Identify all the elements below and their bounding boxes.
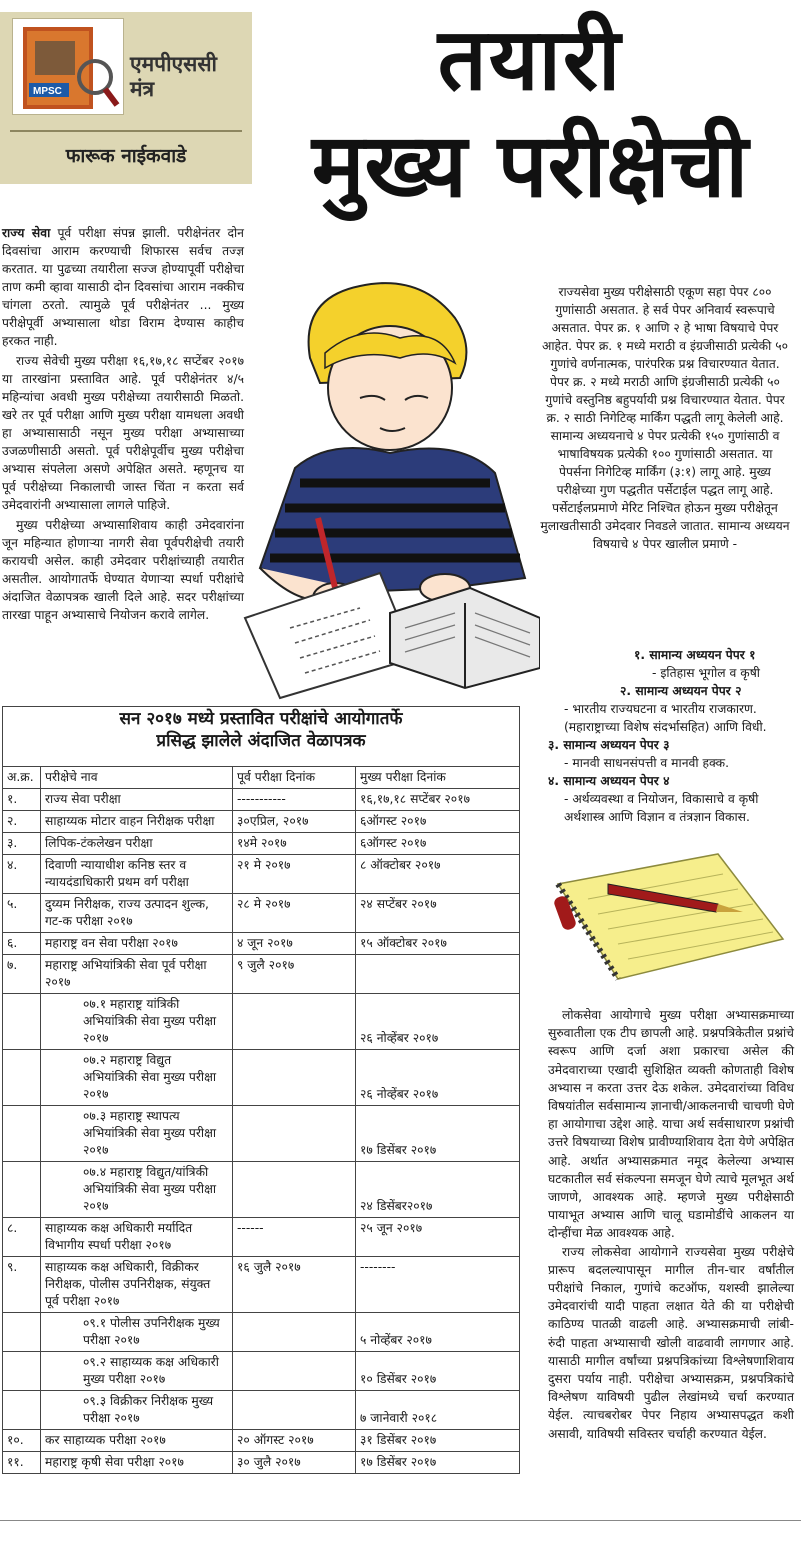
exam-schedule-table	[2, 766, 520, 1474]
cell-prelim-date: ४ जून २०१७	[233, 933, 356, 955]
bottom-right-article	[548, 1006, 794, 1443]
cell-serial	[3, 1162, 41, 1218]
cell-serial: ७.	[3, 955, 41, 994]
cell-serial: ४.	[3, 855, 41, 894]
cell-serial	[3, 994, 41, 1050]
headline	[260, 8, 800, 220]
cell-exam-name: कर साहाय्यक परीक्षा २०१७	[41, 1430, 233, 1452]
cell-exam-name: ०७.१ महाराष्ट्र यांत्रिकी अभियांत्रिकी सेवा मुख्य परीक्षा २०१७	[41, 994, 233, 1050]
gs-paper-1-desc: - इतिहास भूगोल व कृषी	[652, 666, 760, 680]
cell-main-date: २६ नोव्हेंबर २०१७	[356, 1050, 520, 1106]
cell-serial: ५.	[3, 894, 41, 933]
cell-main-date: १६,१७,१८ सप्टेंबर २०१७	[356, 789, 520, 811]
cell-main-date: १० डिसेंबर २०१७	[356, 1352, 520, 1391]
cell-serial: ६.	[3, 933, 41, 955]
cell-serial	[3, 1313, 41, 1352]
cell-main-date: ५ नोव्हेंबर २०१७	[356, 1313, 520, 1352]
cell-prelim-date	[233, 1352, 356, 1391]
left-paragraph-2: राज्य सेवेची मुख्य परीक्षा १६,१७,१८ सप्टेंबर २०१७ या तारखांना प्रस्तावित आहे. पूर्व परीक्षेनंतर ४/५ महिन्यांचा अवधी मुख्य परीक्षेच्या तयारीसाठी मिळतो. खरे तर पूर्व परीक्षा आणि मुख्य परीक्षा यामधला अवधी हा अभ्यासासाठी नसून मुख्य परीक्षा अभ्यासाच्या उजळणीसाठी असतो. पूर्व परीक्षेपूर्वीच मुख्य परीक्षेचा अभ्यास संपलेला असणे अपेक्षित असते. म्हणूनच या पूर्व परीक्षेच्या निकालाची जास्त चिंता न करता सर्व उमेदवारांनी अभ्यासाला लागले पाहिजे.	[2, 354, 244, 512]
cell-exam-name: साहाय्यक कक्ष अधिकारी मर्यादित विभागीय स्पर्धा परीक्षा २०१७	[41, 1218, 233, 1257]
table-row	[3, 933, 520, 955]
table-header-row	[3, 767, 520, 789]
header-serial: अ.क्र.	[3, 767, 41, 789]
cell-prelim-date	[233, 1106, 356, 1162]
cell-main-date	[356, 955, 520, 994]
cell-main-date: २४ सप्टेंबर २०१७	[356, 894, 520, 933]
cell-prelim-date: -----------	[233, 789, 356, 811]
table-row	[3, 894, 520, 933]
header-main-date: मुख्य परीक्षा दिनांक	[356, 767, 520, 789]
column-name-line1: एमपीएससी	[130, 52, 217, 76]
cell-prelim-date: ३०एप्रिल, २०१७	[233, 811, 356, 833]
cell-main-date: --------	[356, 1257, 520, 1313]
gs-paper-2-desc: - भारतीय राज्यघटना व भारतीय राजकारण. (महाराष्ट्राच्या विशेष संदर्भासहित) आणि विधी.	[564, 702, 767, 734]
cell-exam-name: ०९.२ साहाय्यक कक्ष अधिकारी मुख्य परीक्षा २०१७	[41, 1352, 233, 1391]
cell-prelim-date: १६ जुलै २०१७	[233, 1257, 356, 1313]
gs-paper-2-title: २. सामान्य अध्ययन पेपर २	[620, 684, 742, 698]
gs-paper-4-desc: - अर्थव्यवस्था व नियोजन, विकासाचे व कृषी अर्थशास्त्र आणि विज्ञान व तंत्रज्ञान विकास.	[564, 792, 759, 824]
bottom-paragraph-2: राज्य लोकसेवा आयोगाने राज्यसेवा मुख्य परीक्षेचे प्रारूप बदलल्यापासून मागील तीन-चार वर्षांतील परीक्षांचे निकाल, गुणांचे कटऑफ, यशस्वी झालेल्या उमेदवारांची यादी पाहता लक्षात येते की या परीक्षेची काठिण्य पातळी वाढली आहे. अभ्यासक्रमाची लांबी- रुंदी पाहता अभ्यासाची खोली वाढवावी लागणार आहे. यासाठी मागील वर्षांच्या प्रश्नपत्रिकांच्या विश्लेषणाशिवाय दुसरा पर्याय नाही. परीक्षेचा अभ्यासक्रम, प्रश्नपत्रिकांचे विश्लेषण याविषयी पुढील लेखांमध्ये चर्चा करण्यात येईल. त्याचबरोबर पेपर निहाय अभ्यासपद्धत कशी असावी, याविषयी सविस्तर चर्चाही करण्यात येईल.	[548, 1244, 794, 1441]
bottom-rule	[0, 1520, 801, 1521]
left-paragraph-1	[2, 224, 244, 350]
cell-serial: ११.	[3, 1452, 41, 1474]
table-row	[3, 811, 520, 833]
gs-paper-3-desc: - मानवी साधनसंपत्ती व मानवी हक्क.	[564, 756, 730, 770]
left-paragraph-3: मुख्य परीक्षेच्या अभ्यासाशिवाय काही उमेदवारांना जून महिन्यात होणाऱ्या नागरी सेवा पूर्वपरीक्षेची तयारी करायची असेल. काही उमेदवार परीक्षांच्याही तयारीत असतील. आयोगातर्फे घेण्यात येणाऱ्या स्पर्धा परीक्षांचे अंदाजित वेळापत्रक खाली दिले आहे. सदर परीक्षांच्या तारखा पाहून अभ्यासाचे नियोजन करावे लागेल.	[2, 518, 244, 622]
table-row	[3, 833, 520, 855]
cell-main-date: १५ ऑक्टोबर २०१७	[356, 933, 520, 955]
headline-line1: तयारी	[437, 10, 623, 110]
table-row	[3, 1050, 520, 1106]
student-writing-illustration	[240, 268, 540, 708]
cell-serial	[3, 1391, 41, 1430]
cell-serial	[3, 1106, 41, 1162]
cell-main-date: १७ डिसेंबर २०१७	[356, 1452, 520, 1474]
cell-serial: ९.	[3, 1257, 41, 1313]
column-name-line2: मंत्र	[130, 77, 155, 101]
cell-exam-name: दिवाणी न्यायाधीश कनिष्ठ स्तर व न्यायदंडाधिकारी प्रथम वर्ग परीक्षा	[41, 855, 233, 894]
table-row	[3, 1430, 520, 1452]
cell-exam-name: साहाय्यक कक्ष अधिकारी, विक्रीकर निरीक्षक, पोलीस उपनिरीक्षक, संयुक्त पूर्व परीक्षा २०१७	[41, 1257, 233, 1313]
gs-papers-list	[548, 646, 796, 826]
cell-exam-name: राज्य सेवा परीक्षा	[41, 789, 233, 811]
cell-prelim-date	[233, 1391, 356, 1430]
header-exam-name: परीक्षेचे नाव	[41, 767, 233, 789]
cell-main-date: ७ जानेवारी २०१८	[356, 1391, 520, 1430]
cell-main-date: २५ जून २०१७	[356, 1218, 520, 1257]
header-prelim-date: पूर्व परीक्षा दिनांक	[233, 767, 356, 789]
cell-serial: ८.	[3, 1218, 41, 1257]
cell-exam-name: ०७.२ महाराष्ट्र विद्युत अभियांत्रिकी सेवा मुख्य परीक्षा २०१७	[41, 1050, 233, 1106]
table-row	[3, 1218, 520, 1257]
table-row	[3, 855, 520, 894]
cell-serial	[3, 1352, 41, 1391]
cell-main-date: ३१ डिसेंबर २०१७	[356, 1430, 520, 1452]
gs-paper-3-title: ३. सामान्य अध्ययन पेपर ३	[548, 738, 670, 752]
schedule-title-line1: सन २०१७ मध्ये प्रस्तावित परीक्षांचे आयोगातर्फे	[119, 709, 403, 729]
headline-line2: मुख्य परीक्षेची	[311, 114, 749, 217]
cell-exam-name: महाराष्ट्र वन सेवा परीक्षा २०१७	[41, 933, 233, 955]
cell-exam-name: ०९.३ विक्रीकर निरीक्षक मुख्य परीक्षा २०१७	[41, 1391, 233, 1430]
cell-serial: १.	[3, 789, 41, 811]
cell-main-date: २४ डिसेंबर२०१७	[356, 1162, 520, 1218]
logo-text: MPSC	[33, 86, 62, 97]
schedule-title	[3, 708, 519, 752]
table-row	[3, 1452, 520, 1474]
cell-prelim-date	[233, 994, 356, 1050]
right-paragraph-1: राज्यसेवा मुख्य परीक्षेसाठी एकूण सहा पेपर ८०० गुणांसाठी असतात. हे सर्व पेपर अनिवार्य स्वरूपाचे असतात. पेपर क्र. १ आणि २ हे भाषा विषयाचे पेपर आहेत. पेपर क्र. १ मध्ये मराठी व इंग्रजीसाठी प्रत्येकी ५० गुणांचे वर्णनात्मक, पारंपरिक प्रश्न विचारण्यात येतात. पेपर क्र. २ मध्ये मराठी आणि इंग्रजीसाठी प्रत्येकी ५० गुणांचे वस्तुनिष्ठ बहुपर्यायी प्रश्न विचारण्यात येतात. पेपर क्र. २ साठी निगेटिव्ह मार्किंग पद्धती लागू केलेली आहे. सामान्य अध्ययनाचे ४ पेपर प्रत्येकी १५० गुणांसाठी व भाषाविषयक प्रत्येकी १०० गुणांसाठी असतात. या पेपर्सना निगेटिव्ह मार्किंग (३:१) लागू आहे. मुख्य परीक्षेच्या गुण पद्धतीत पर्सेटाईल पद्धत लागू आहे. पर्सेटाईलप्रमाणे मेरिट निश्चित होऊन मुख्य परीक्षेतून मुलाखतीसाठी उमेदवार निवडले जातात. सामान्य अध्ययन विषयाचे ४ पेपर खालील प्रमाणे -	[540, 285, 790, 551]
table-row	[3, 1257, 520, 1313]
cell-exam-name: ०७.३ महाराष्ट्र स्थापत्य अभियांत्रिकी सेवा मुख्य परीक्षा २०१७	[41, 1106, 233, 1162]
cell-prelim-date: ------	[233, 1218, 356, 1257]
gs-paper-4-title: ४. सामान्य अध्ययन पेपर ४	[548, 774, 670, 788]
left-paragraph-1-text: पूर्व परीक्षा संपन्न झाली. परीक्षेनंतर दोन दिवसांचा आराम करण्याची शिफारस सर्वच तज्ज्ञ करतात. या पुढच्या तयारीला सज्ज होण्यापूर्वी परीक्षेचा ताण कमी व्हावा यासाठी दोन दिवसांचा आराम नक्कीच चांगला ठरतो. त्यामुळे पूर्व परीक्षेनंतर ... मुख्य परीक्षेपूर्वी अभ्यासाला थोडा विराम देण्यास काहीच हरकत नाही.	[2, 226, 244, 348]
cell-prelim-date: ३० जुलै २०१७	[233, 1452, 356, 1474]
column-divider	[10, 130, 242, 132]
table-row	[3, 1162, 520, 1218]
mpsc-book-logo	[12, 18, 124, 115]
cell-exam-name: ०९.१ पोलीस उपनिरीक्षक मुख्य परीक्षा २०१७	[41, 1313, 233, 1352]
table-row	[3, 1352, 520, 1391]
lead-word: राज्य सेवा	[2, 226, 51, 240]
cell-prelim-date: २१ मे २०१७	[233, 855, 356, 894]
cell-serial	[3, 1050, 41, 1106]
table-row	[3, 1391, 520, 1430]
cell-prelim-date: ९ जुलै २०१७	[233, 955, 356, 994]
table-row	[3, 789, 520, 811]
right-article-column	[540, 283, 790, 553]
pen-notebook-illustration	[548, 844, 788, 986]
table-row	[3, 1106, 520, 1162]
cell-main-date: १७ डिसेंबर २०१७	[356, 1106, 520, 1162]
cell-prelim-date	[233, 1313, 356, 1352]
cell-prelim-date	[233, 1050, 356, 1106]
cell-serial: ३.	[3, 833, 41, 855]
cell-prelim-date: २८ मे २०१७	[233, 894, 356, 933]
author-name: फारूक नाईकवाडे	[65, 145, 187, 167]
table-row	[3, 994, 520, 1050]
cell-main-date: ६ऑगस्ट २०१७	[356, 811, 520, 833]
cell-exam-name: महाराष्ट्र अभियांत्रिकी सेवा पूर्व परीक्षा २०१७	[41, 955, 233, 994]
column-name	[130, 52, 217, 102]
cell-prelim-date	[233, 1162, 356, 1218]
cell-exam-name: ०७.४ महाराष्ट्र विद्युत/यांत्रिकी अभियांत्रिकी सेवा मुख्य परीक्षा २०१७	[41, 1162, 233, 1218]
cell-exam-name: दुय्यम निरीक्षक, राज्य उत्पादन शुल्क, गट-क परीक्षा २०१७	[41, 894, 233, 933]
cell-exam-name: लिपिक-टंकलेखन परीक्षा	[41, 833, 233, 855]
cell-exam-name: साहाय्यक मोटार वाहन निरीक्षक परीक्षा	[41, 811, 233, 833]
cell-serial: २.	[3, 811, 41, 833]
table-row	[3, 1313, 520, 1352]
gs-paper-1-title: १. सामान्य अध्ययन पेपर १	[634, 648, 756, 662]
cell-main-date: २६ नोव्हेंबर २०१७	[356, 994, 520, 1050]
schedule-title-line2: प्रसिद्ध झालेले अंदाजित वेळापत्रक	[156, 731, 366, 751]
cell-prelim-date: २० ऑगस्ट २०१७	[233, 1430, 356, 1452]
cell-exam-name: महाराष्ट्र कृषी सेवा परीक्षा २०१७	[41, 1452, 233, 1474]
cell-prelim-date: १४मे २०१७	[233, 833, 356, 855]
table-row	[3, 955, 520, 994]
cell-main-date: ८ ऑक्टोबर २०१७	[356, 855, 520, 894]
bottom-paragraph-1: लोकसेवा आयोगाचे मुख्य परीक्षा अभ्यासक्रमाच्या सुरुवातीला एक टीप छापली आहे. प्रश्नपत्रिकेतील प्रश्नांचे स्वरूप आणि दर्जा अशा प्रकारचा असेल की उमेदवाराच्या एखादी सुशिक्षित व्यक्ती कोणताही विशेष अभ्यास न करता उत्तर देऊ शकेल. उमेदवारांच्या विविध विषयांतील सर्वसामान्य ज्ञानाची/आकलनाची चाचणी घेणे हा आयोगाचा उद्देश आहे. याचा अर्थ सर्वसाधारण प्रश्नांची उत्तरे विषयाच्या विशेष प्रावीण्याशिवाय देता येणे अपेक्षित आहे. अर्थात अभ्यासक्रमात नमूद केलेल्या अभ्यास घटकातील सर्व संकल्पना समजून घेणे त्याचे मूलभूत अर्थ जाणणे, आवश्यक आहे. म्हणजे मुख्य परीक्षेसाठी पायाभूत अभ्यास आणि चालू घडामोडींचे आकलन या दोन्हींचा मेळ आवश्यक आहे.	[548, 1008, 794, 1241]
cell-serial: १०.	[3, 1430, 41, 1452]
left-article-column	[2, 224, 244, 626]
cell-main-date: ६ऑगस्ट २०१७	[356, 833, 520, 855]
